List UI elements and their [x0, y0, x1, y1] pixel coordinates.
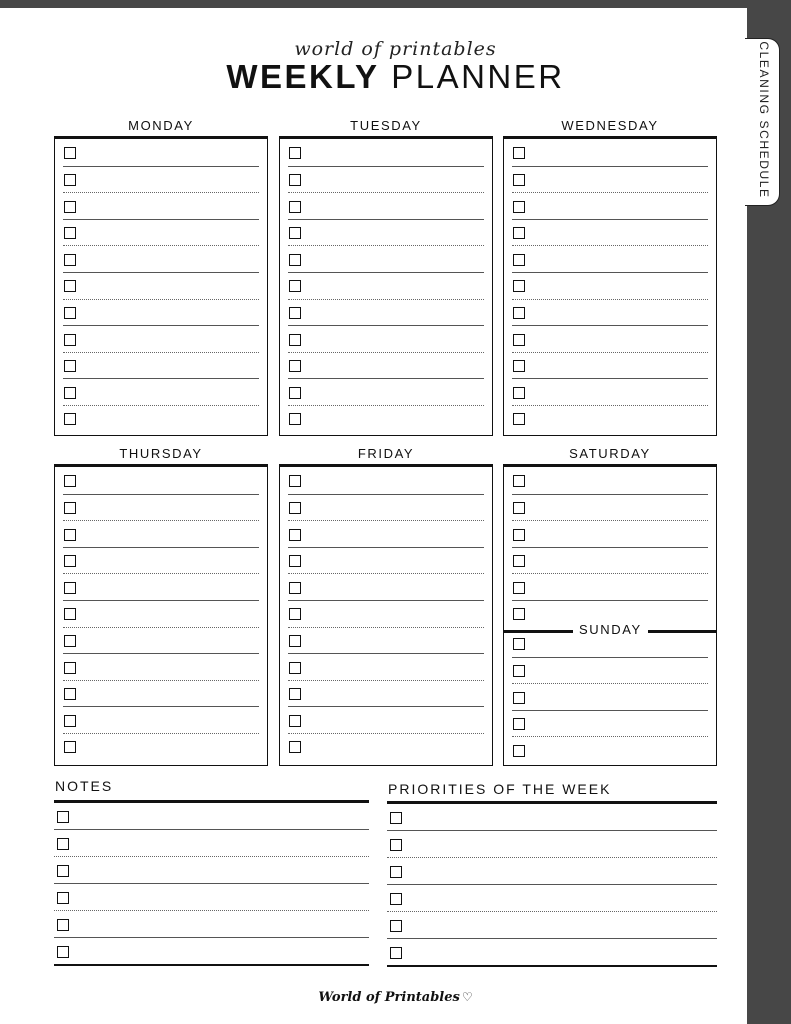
write-line[interactable]: [288, 573, 484, 574]
write-line[interactable]: [288, 219, 484, 220]
write-line[interactable]: [288, 680, 484, 681]
write-line[interactable]: [54, 883, 369, 884]
write-line[interactable]: [512, 272, 708, 273]
day-box-thursday: [54, 464, 268, 766]
notes-list: [54, 803, 369, 965]
checkbox[interactable]: [289, 280, 301, 292]
write-line[interactable]: [63, 325, 259, 326]
checkbox[interactable]: [64, 413, 76, 425]
write-line[interactable]: [512, 299, 708, 300]
write-line[interactable]: [63, 272, 259, 273]
checkbox[interactable]: [513, 227, 525, 239]
day-label-sunday: SUNDAY: [573, 622, 648, 637]
day-box-wednesday: [503, 136, 717, 436]
checkbox[interactable]: [64, 147, 76, 159]
write-line[interactable]: [63, 706, 259, 707]
checkbox[interactable]: [64, 555, 76, 567]
checkbox[interactable]: [289, 174, 301, 186]
write-line[interactable]: [288, 733, 484, 734]
write-line[interactable]: [63, 520, 259, 521]
priorities-bottom-rule: [387, 965, 717, 967]
write-line[interactable]: [288, 706, 484, 707]
checkbox[interactable]: [64, 360, 76, 372]
write-line[interactable]: [512, 325, 708, 326]
day-box-monday: [54, 136, 268, 436]
checkbox[interactable]: [289, 635, 301, 647]
write-line[interactable]: [54, 829, 369, 830]
checkbox[interactable]: [513, 280, 525, 292]
write-line[interactable]: [63, 352, 259, 353]
checkbox[interactable]: [64, 475, 76, 487]
checkbox[interactable]: [513, 307, 525, 319]
write-line[interactable]: [288, 192, 484, 193]
checkbox[interactable]: [57, 865, 69, 877]
checkbox[interactable]: [64, 608, 76, 620]
write-line[interactable]: [288, 653, 484, 654]
checkbox[interactable]: [289, 688, 301, 700]
checkbox[interactable]: [289, 201, 301, 213]
checkbox[interactable]: [64, 307, 76, 319]
write-line[interactable]: [387, 911, 717, 912]
checkbox[interactable]: [289, 307, 301, 319]
write-line[interactable]: [512, 683, 708, 684]
write-line[interactable]: [387, 830, 717, 831]
title-bold: WEEKLY: [226, 58, 380, 95]
write-line[interactable]: [512, 657, 708, 658]
side-tab-label: CLEANING SCHEDULE: [757, 41, 771, 199]
day-label-saturday: SATURDAY: [569, 446, 651, 461]
write-line[interactable]: [288, 520, 484, 521]
write-line[interactable]: [288, 494, 484, 495]
brand-script: world of printables: [294, 38, 497, 60]
write-line[interactable]: [63, 405, 259, 406]
checkbox[interactable]: [289, 529, 301, 541]
checkbox[interactable]: [513, 638, 525, 650]
write-line[interactable]: [63, 494, 259, 495]
checkbox[interactable]: [64, 201, 76, 213]
checkbox[interactable]: [289, 227, 301, 239]
checkbox[interactable]: [513, 360, 525, 372]
title-light: PLANNER: [391, 58, 565, 95]
heart-icon: ♡: [461, 990, 473, 1004]
write-line[interactable]: [512, 736, 708, 737]
checkbox[interactable]: [289, 413, 301, 425]
checkbox[interactable]: [513, 608, 525, 620]
checkbox[interactable]: [57, 811, 69, 823]
checkbox[interactable]: [513, 555, 525, 567]
checkbox[interactable]: [289, 147, 301, 159]
checkbox[interactable]: [64, 662, 76, 674]
write-line[interactable]: [63, 733, 259, 734]
checkbox[interactable]: [57, 919, 69, 931]
write-line[interactable]: [288, 547, 484, 548]
notes-bottom-rule: [54, 964, 369, 966]
day-label-friday: FRIDAY: [357, 446, 415, 461]
checkbox[interactable]: [64, 529, 76, 541]
checkbox[interactable]: [289, 741, 301, 753]
write-line[interactable]: [63, 680, 259, 681]
write-line[interactable]: [63, 627, 259, 628]
write-line[interactable]: [387, 857, 717, 858]
write-line[interactable]: [387, 938, 717, 939]
checkbox[interactable]: [289, 502, 301, 514]
write-line[interactable]: [288, 299, 484, 300]
checkbox[interactable]: [513, 529, 525, 541]
priorities-list: [387, 804, 717, 966]
write-line[interactable]: [63, 299, 259, 300]
checkbox[interactable]: [513, 174, 525, 186]
write-line[interactable]: [54, 856, 369, 857]
notes-label: NOTES: [55, 778, 114, 794]
checkbox[interactable]: [390, 947, 402, 959]
checkbox[interactable]: [64, 280, 76, 292]
write-line[interactable]: [288, 245, 484, 246]
checkbox[interactable]: [513, 254, 525, 266]
write-line[interactable]: [63, 166, 259, 167]
checkbox[interactable]: [513, 745, 525, 757]
checkbox[interactable]: [57, 946, 69, 958]
checkbox[interactable]: [289, 360, 301, 372]
checkbox[interactable]: [289, 254, 301, 266]
write-line[interactable]: [54, 937, 369, 938]
checkbox[interactable]: [513, 201, 525, 213]
checkbox[interactable]: [64, 387, 76, 399]
checkbox[interactable]: [513, 665, 525, 677]
write-line[interactable]: [512, 219, 708, 220]
write-line[interactable]: [512, 378, 708, 379]
checkbox[interactable]: [289, 662, 301, 674]
priorities-label: PRIORITIES OF THE WEEK: [388, 781, 612, 797]
checkbox[interactable]: [513, 413, 525, 425]
footer-brand: [0, 990, 791, 1005]
write-line[interactable]: [63, 245, 259, 246]
write-line[interactable]: [63, 600, 259, 601]
write-line[interactable]: [288, 352, 484, 353]
checkbox[interactable]: [289, 475, 301, 487]
write-line[interactable]: [512, 494, 708, 495]
write-line[interactable]: [288, 166, 484, 167]
write-line[interactable]: [288, 405, 484, 406]
write-line[interactable]: [512, 245, 708, 246]
checkbox[interactable]: [64, 174, 76, 186]
checkbox[interactable]: [289, 387, 301, 399]
top-border: [0, 0, 791, 8]
checkbox[interactable]: [64, 715, 76, 727]
checkbox[interactable]: [289, 608, 301, 620]
day-label-monday: MONDAY: [128, 118, 194, 133]
write-line[interactable]: [54, 910, 369, 911]
write-line[interactable]: [512, 547, 708, 548]
checkbox[interactable]: [64, 741, 76, 753]
checkbox[interactable]: [289, 715, 301, 727]
checkbox[interactable]: [289, 582, 301, 594]
day-label-tuesday: TUESDAY: [350, 118, 422, 133]
checkbox[interactable]: [513, 334, 525, 346]
day-box-friday: [279, 464, 493, 766]
checkbox[interactable]: [513, 387, 525, 399]
write-line[interactable]: [63, 573, 259, 574]
write-line[interactable]: [63, 653, 259, 654]
footer-brand-text: World of Printables: [318, 990, 460, 1005]
write-line[interactable]: [288, 600, 484, 601]
checkbox[interactable]: [64, 688, 76, 700]
write-line[interactable]: [63, 378, 259, 379]
day-label-wednesday: WEDNESDAY: [561, 118, 659, 133]
checkbox[interactable]: [390, 812, 402, 824]
write-line[interactable]: [512, 352, 708, 353]
checkbox[interactable]: [57, 838, 69, 850]
checkbox[interactable]: [513, 475, 525, 487]
checkbox[interactable]: [513, 502, 525, 514]
write-line[interactable]: [288, 272, 484, 273]
checkbox[interactable]: [289, 555, 301, 567]
checkbox[interactable]: [64, 334, 76, 346]
write-line[interactable]: [512, 600, 708, 601]
checkbox[interactable]: [513, 692, 525, 704]
write-line[interactable]: [512, 405, 708, 406]
write-line[interactable]: [512, 573, 708, 574]
checkbox[interactable]: [289, 334, 301, 346]
checkbox[interactable]: [390, 920, 402, 932]
write-line[interactable]: [387, 884, 717, 885]
write-line[interactable]: [512, 192, 708, 193]
day-label-thursday: THURSDAY: [119, 446, 203, 461]
checkbox[interactable]: [513, 582, 525, 594]
checkbox[interactable]: [64, 582, 76, 594]
day-box-saturday-sunday: [503, 464, 717, 766]
write-line[interactable]: [512, 166, 708, 167]
checkbox[interactable]: [513, 147, 525, 159]
write-line[interactable]: [288, 627, 484, 628]
write-line[interactable]: [63, 547, 259, 548]
write-line[interactable]: [63, 219, 259, 220]
checkbox[interactable]: [57, 892, 69, 904]
checkbox[interactable]: [64, 254, 76, 266]
checkbox[interactable]: [64, 502, 76, 514]
write-line[interactable]: [63, 192, 259, 193]
day-box-tuesday: [279, 136, 493, 436]
checkbox[interactable]: [390, 839, 402, 851]
write-line[interactable]: [512, 710, 708, 711]
checkbox[interactable]: [390, 893, 402, 905]
checkbox[interactable]: [513, 718, 525, 730]
write-line[interactable]: [288, 325, 484, 326]
write-line[interactable]: [288, 378, 484, 379]
checkbox[interactable]: [64, 227, 76, 239]
checkbox[interactable]: [390, 866, 402, 878]
page-title: [0, 58, 791, 96]
write-line[interactable]: [512, 520, 708, 521]
checkbox[interactable]: [64, 635, 76, 647]
